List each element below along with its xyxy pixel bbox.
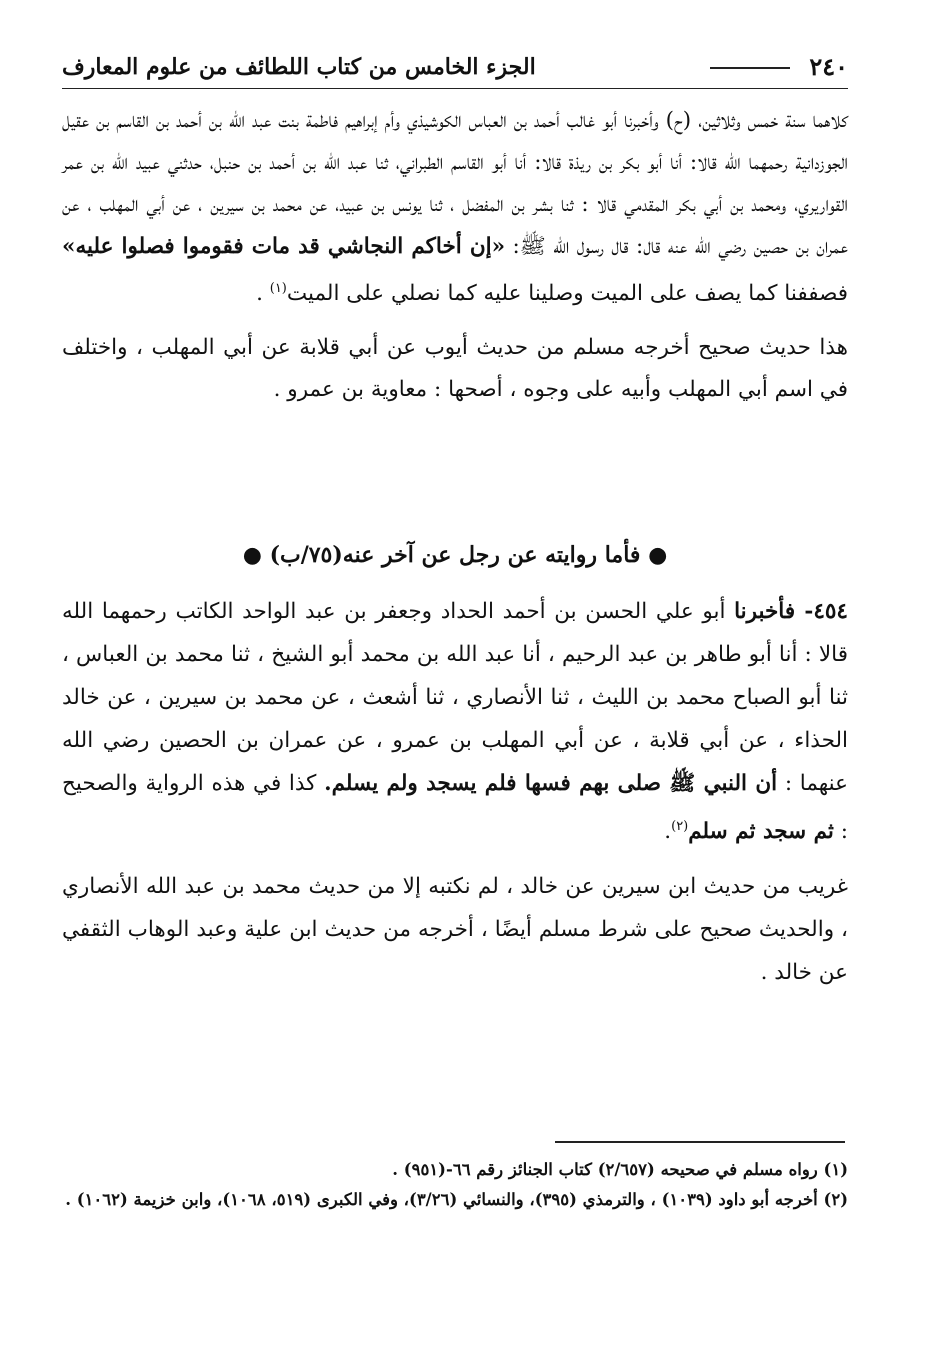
footnote: (١) رواه مسلم في صحيحه (٢/٦٥٧) كتاب الجنائز رقم ٦٦-(٩٥١) . — [392, 1160, 848, 1179]
footnote-divider — [555, 1141, 845, 1143]
page-header — [62, 52, 848, 89]
paragraph: هذا حديث صحيح أخرجه مسلم من حديث أيوب عن أبي قلابة عن أبي المهلب ، واختلف في اسم أبي المهلب وأبيه على وجوه ، أصحها : معاوية بن عمرو . — [62, 335, 848, 403]
header-dash — [710, 67, 790, 69]
hadith-quote: ثم سجد ثم سلم — [688, 819, 834, 845]
footnote-ref: (١) — [269, 281, 287, 296]
hadith-quote: «إن أخاكم النجاشي قد مات فقوموا فصلوا عليه» — [62, 234, 506, 259]
footnote-ref: (٢) — [671, 819, 689, 834]
entry-number: ٤٥٤- فأخبرنا — [734, 599, 848, 624]
paragraph-end: . — [256, 281, 270, 307]
paragraph-text: كلاهما سنة خمس وثلاثين، (ح) وأخبرنا أبو غالب أحمد بن العباس الكوشيذي وأم إبراهيم فاطمة بنت عبد الله بن أحمد بن القاسم بن عقيل الجوزدانية رحمهما الله قالا: أنا أبو بكر بن ريذة قالا: أنا أبو القاسم الطبراني، ثنا عبد الله بن أحمد بن حنبل، حدثني عبيد الله بن عمر القواريري، ومحمد بن أبي بكر المقدمي قالا : ثنا بشر بن المفضل ، ثنا يونس بن عبيد، عن محمد بن سيرين ، عن أبي المهلب ، عن عمران بن حصين رضي الله عنه قال: قال رسول الله ﷺ: — [62, 108, 848, 259]
paragraph-text: فصففنا كما يصف على الميت وصلينا عليه كما نصلي على الميت — [286, 281, 848, 307]
paragraph — [62, 100, 848, 315]
page-number: ٢٤٠ — [809, 52, 848, 81]
section-heading: ● فأما روايته عن رجل عن آخر عنه(٧٥/ب) ● — [242, 542, 668, 568]
paragraph — [62, 590, 848, 853]
section-one — [62, 100, 848, 411]
paragraph-end: . — [664, 819, 672, 845]
section-two — [62, 590, 848, 994]
paragraph-text: كذا في هذه الرواية والصحيح : — [62, 771, 848, 845]
running-title: الجزء الخامس من كتاب اللطائف من علوم المعارف — [62, 54, 536, 80]
hadith-quote: أن النبي ﷺ صلى بهم فسها فلم يسجد ولم يسلم. — [324, 771, 778, 796]
footnote: (٢) أخرجه أبو داود (١٠٣٩) ، والترمذي (٣٩٥)، والنسائي (٣/٢٦)، وفي الكبرى (٥١٩، ١٠٦٨)، وابن خزيمة (١٠٦٢) . — [65, 1190, 848, 1209]
footnotes — [62, 1155, 848, 1215]
paragraph: غريب من حديث ابن سيرين عن خالد ، لم نكتبه إلا من حديث محمد بن عبد الله الأنصاري ، والحديث صحيح على شرط مسلم أيضًا ، أخرجه من حديث ابن علية وعبد الوهاب الثقفي عن خالد . — [62, 874, 848, 986]
paragraph-text: أبو علي الحسن بن أحمد الحداد وجعفر بن عبد الواحد الكاتب رحمهما الله قالا : أنا أبو طاهر بن عبد الرحيم ، أنا عبد الله بن محمد أبو الشيخ ، ثنا محمد بن العباس ، ثنا أبو الصباح محمد بن الليث ، ثنا الأنصاري ، ثنا أشعث ، عن محمد بن سيرين ، عن خالد الحذاء ، عن أبي قلابة ، عن أبي المهلب بن عمرو ، عن عمران بن الحصين رضي الله عنهما : — [62, 599, 848, 796]
